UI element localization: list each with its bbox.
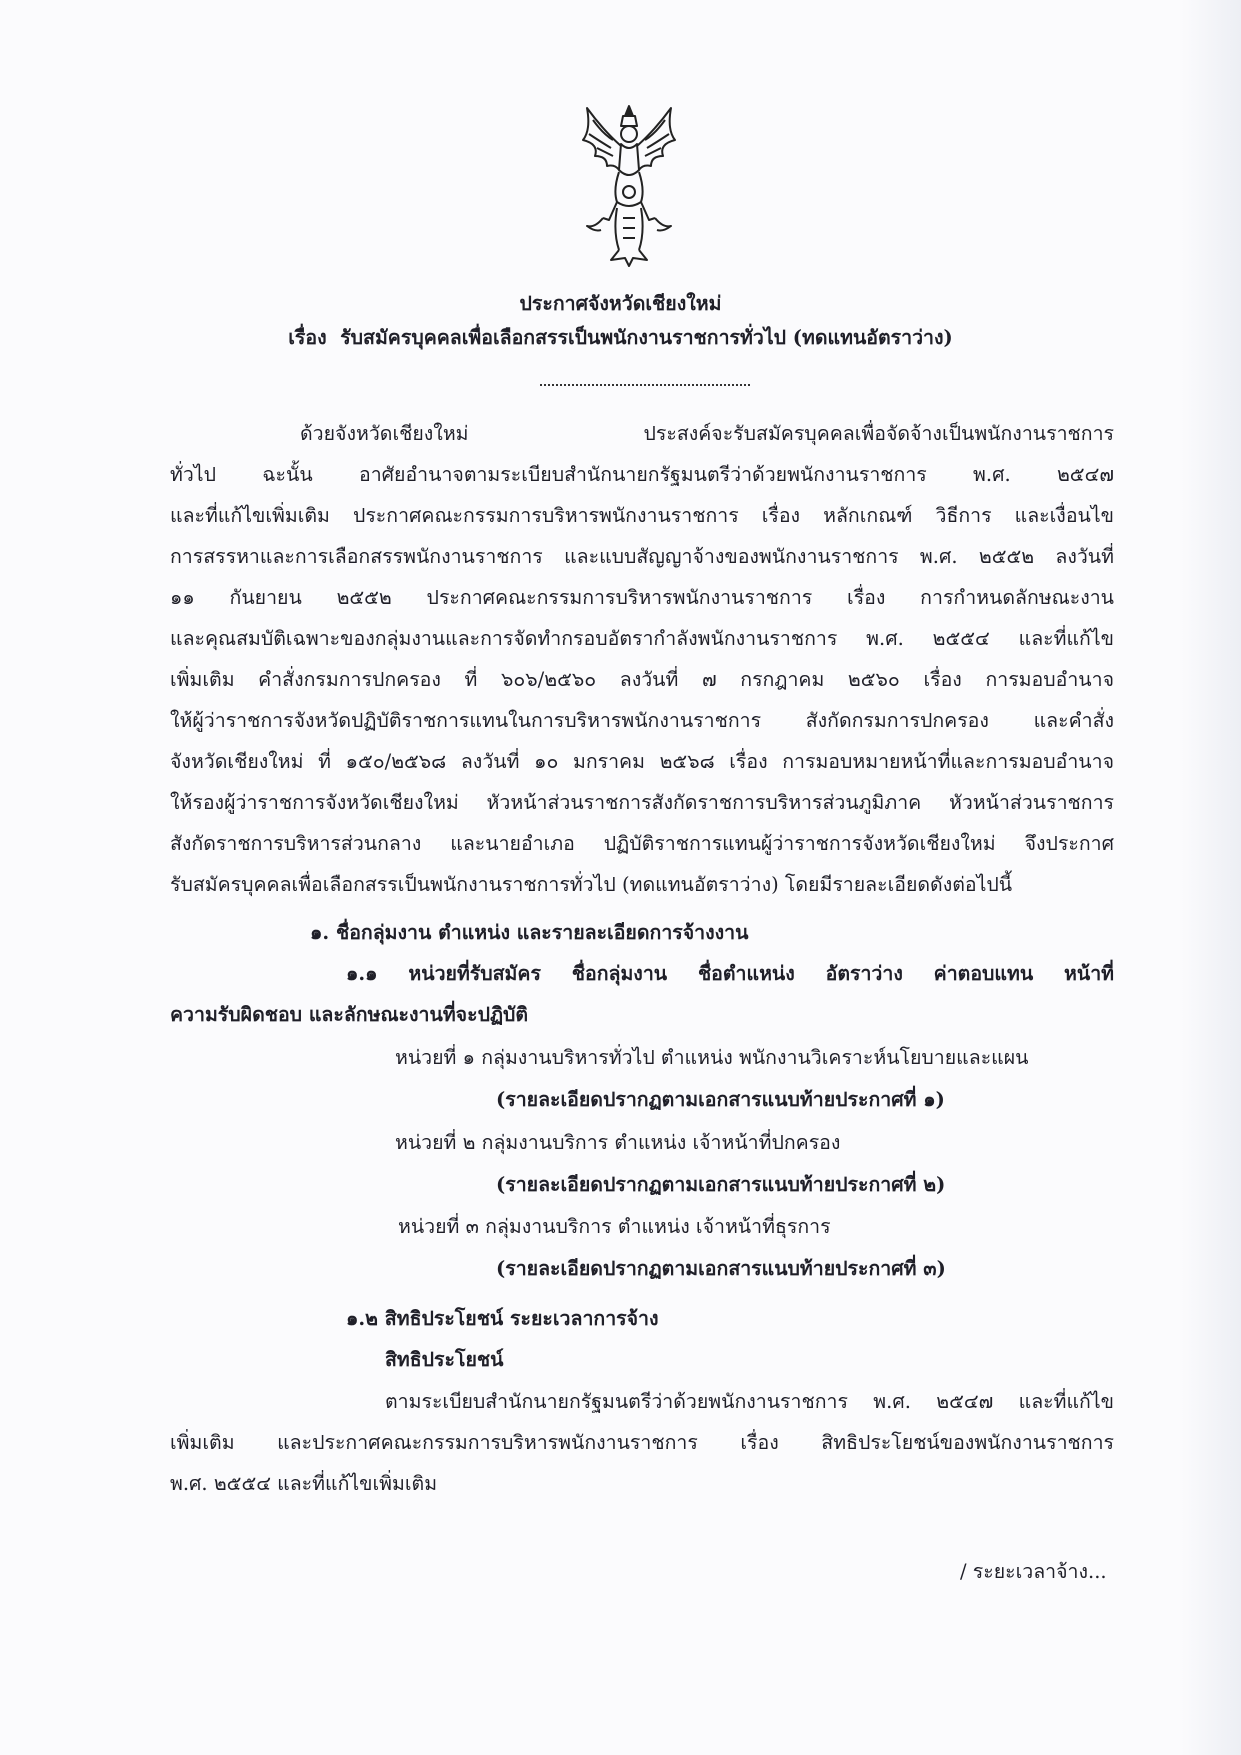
section-1-1-heading-cont: ความรับผิดชอบ และลักษณะงานที่จะปฏิบัติ: [170, 1003, 529, 1026]
section-1-1-heading: ๑.๑ หน่วยที่รับสมัคร ชื่อกลุ่มงาน ชื่อตำแหน่ง อัตราว่าง ค่าตอบแทน หน้าที่: [346, 962, 1114, 985]
intro-line: ๑๑ กันยายน ๒๕๕๒ ประกาศคณะกรรมการบริหารพนักงานราชการ เรื่อง การกำหนดลักษณะงาน: [170, 586, 1114, 609]
unit-2-note: (รายละเอียดปรากฏตามเอกสารแนบท้ายประกาศที่ ๒): [496, 1173, 946, 1196]
intro-line: ทั่วไป ฉะนั้น อาศัยอำนาจตามระเบียบสำนักนายกรัฐมนตรีว่าด้วยพนักงานราชการ พ.ศ. ๒๕๔๗: [170, 463, 1114, 486]
section-1-heading: ๑. ชื่อกลุ่มงาน ตำแหน่ง และรายละเอียดการจ้างงาน: [310, 921, 749, 944]
section-1-2-heading: ๑.๒ สิทธิประโยชน์ ระยะเวลาการจ้าง: [346, 1307, 659, 1330]
subject-text: รับสมัครบุคคลเพื่อเลือกสรรเป็นพนักงานราชการทั่วไป (ทดแทนอัตราว่าง): [340, 326, 953, 349]
intro-line: ให้ผู้ว่าราชการจังหวัดปฏิบัติราชการแทนในการบริหารพนักงานราชการ สังกัดกรมการปกครอง และคำสั่ง: [170, 709, 1114, 732]
intro-line: และที่แก้ไขเพิ่มเติม ประกาศคณะกรรมการบริหารพนักงานราชการ เรื่อง หลักเกณฑ์ วิธีการ และเงื่อนไข: [170, 504, 1114, 527]
benefits-heading: สิทธิประโยชน์: [385, 1348, 504, 1371]
garuda-emblem-icon: [573, 100, 685, 268]
intro-line: เพิ่มเติม คำสั่งกรมการปกครอง ที่ ๖๐๖/๒๕๖๐ ลงวันที่ ๗ กรกฎาคม ๒๕๖๐ เรื่อง การมอบอำนาจ: [170, 668, 1114, 691]
unit-3-note: (รายละเอียดปรากฏตามเอกสารแนบท้ายประกาศที่ ๓): [496, 1257, 946, 1280]
benefits-line: ตามระเบียบสำนักนายกรัฐมนตรีว่าด้วยพนักงานราชการ พ.ศ. ๒๕๔๗ และที่แก้ไข: [385, 1390, 1114, 1413]
page-continuation: / ระยะเวลาจ้าง...: [960, 1560, 1107, 1583]
intro-line: ให้รองผู้ว่าราชการจังหวัดเชียงใหม่ หัวหน้าส่วนราชการสังกัดราชการบริหารส่วนภูมิภาค หัวหน้าส่วนราชการ: [170, 791, 1114, 814]
intro-line: การสรรหาและการเลือกสรรพนักงานราชการ และแบบสัญญาจ้างของพนักงานราชการ พ.ศ. ๒๕๕๒ ลงวันที่: [170, 545, 1114, 568]
unit-3-text: หน่วยที่ ๓ กลุ่มงานบริการ ตำแหน่ง เจ้าหน้าที่ธุรการ: [398, 1215, 831, 1238]
benefits-line: เพิ่มเติม และประกาศคณะกรรมการบริหารพนักงานราชการ เรื่อง สิทธิประโยชน์ของพนักงานราชการ: [170, 1431, 1114, 1454]
intro-line: และคุณสมบัติเฉพาะของกลุ่มงานและการจัดทำกรอบอัตรากำลังพนักงานราชการ พ.ศ. ๒๕๕๔ และที่แก้ไข: [170, 627, 1114, 650]
announcement-title: ประกาศจังหวัดเชียงใหม่: [519, 292, 722, 315]
intro-line: สังกัดราชการบริหารส่วนกลาง และนายอำเภอ ปฏิบัติราชการแทนผู้ว่าราชการจังหวัดเชียงใหม่ จึงประกาศ: [170, 832, 1114, 855]
intro-line: รับสมัครบุคคลเพื่อเลือกสรรเป็นพนักงานราชการทั่วไป (ทดแทนอัตราว่าง) โดยมีรายละเอียดดังต่อไปนี้: [170, 873, 1013, 896]
announcement-subject: [0, 322, 1241, 353]
intro-line: ด้วยจังหวัดเชียงใหม่ ประสงค์จะรับสมัครบุคคลเพื่อจัดจ้างเป็นพนักงานราชการ: [300, 422, 1114, 445]
unit-2-text: หน่วยที่ ๒ กลุ่มงานบริการ ตำแหน่ง เจ้าหน้าที่ปกครอง: [395, 1131, 841, 1154]
intro-line: จังหวัดเชียงใหม่ ที่ ๑๕๐/๒๕๖๘ ลงวันที่ ๑๐ มกราคม ๒๕๖๘ เรื่อง การมอบหมายหน้าที่และการมอบอำนาจ: [170, 750, 1114, 773]
benefits-line: พ.ศ. ๒๕๕๔ และที่แก้ไขเพิ่มเติม: [170, 1472, 438, 1495]
unit-1-note: (รายละเอียดปรากฏตามเอกสารแนบท้ายประกาศที่ ๑): [496, 1088, 945, 1111]
subject-label: เรื่อง: [288, 326, 327, 349]
scan-edge-shade: [1181, 0, 1241, 1755]
title-divider: [540, 384, 750, 386]
unit-1-text: หน่วยที่ ๑ กลุ่มงานบริหารทั่วไป ตำแหน่ง พนักงานวิเคราะห์นโยบายและแผน: [395, 1046, 1029, 1069]
